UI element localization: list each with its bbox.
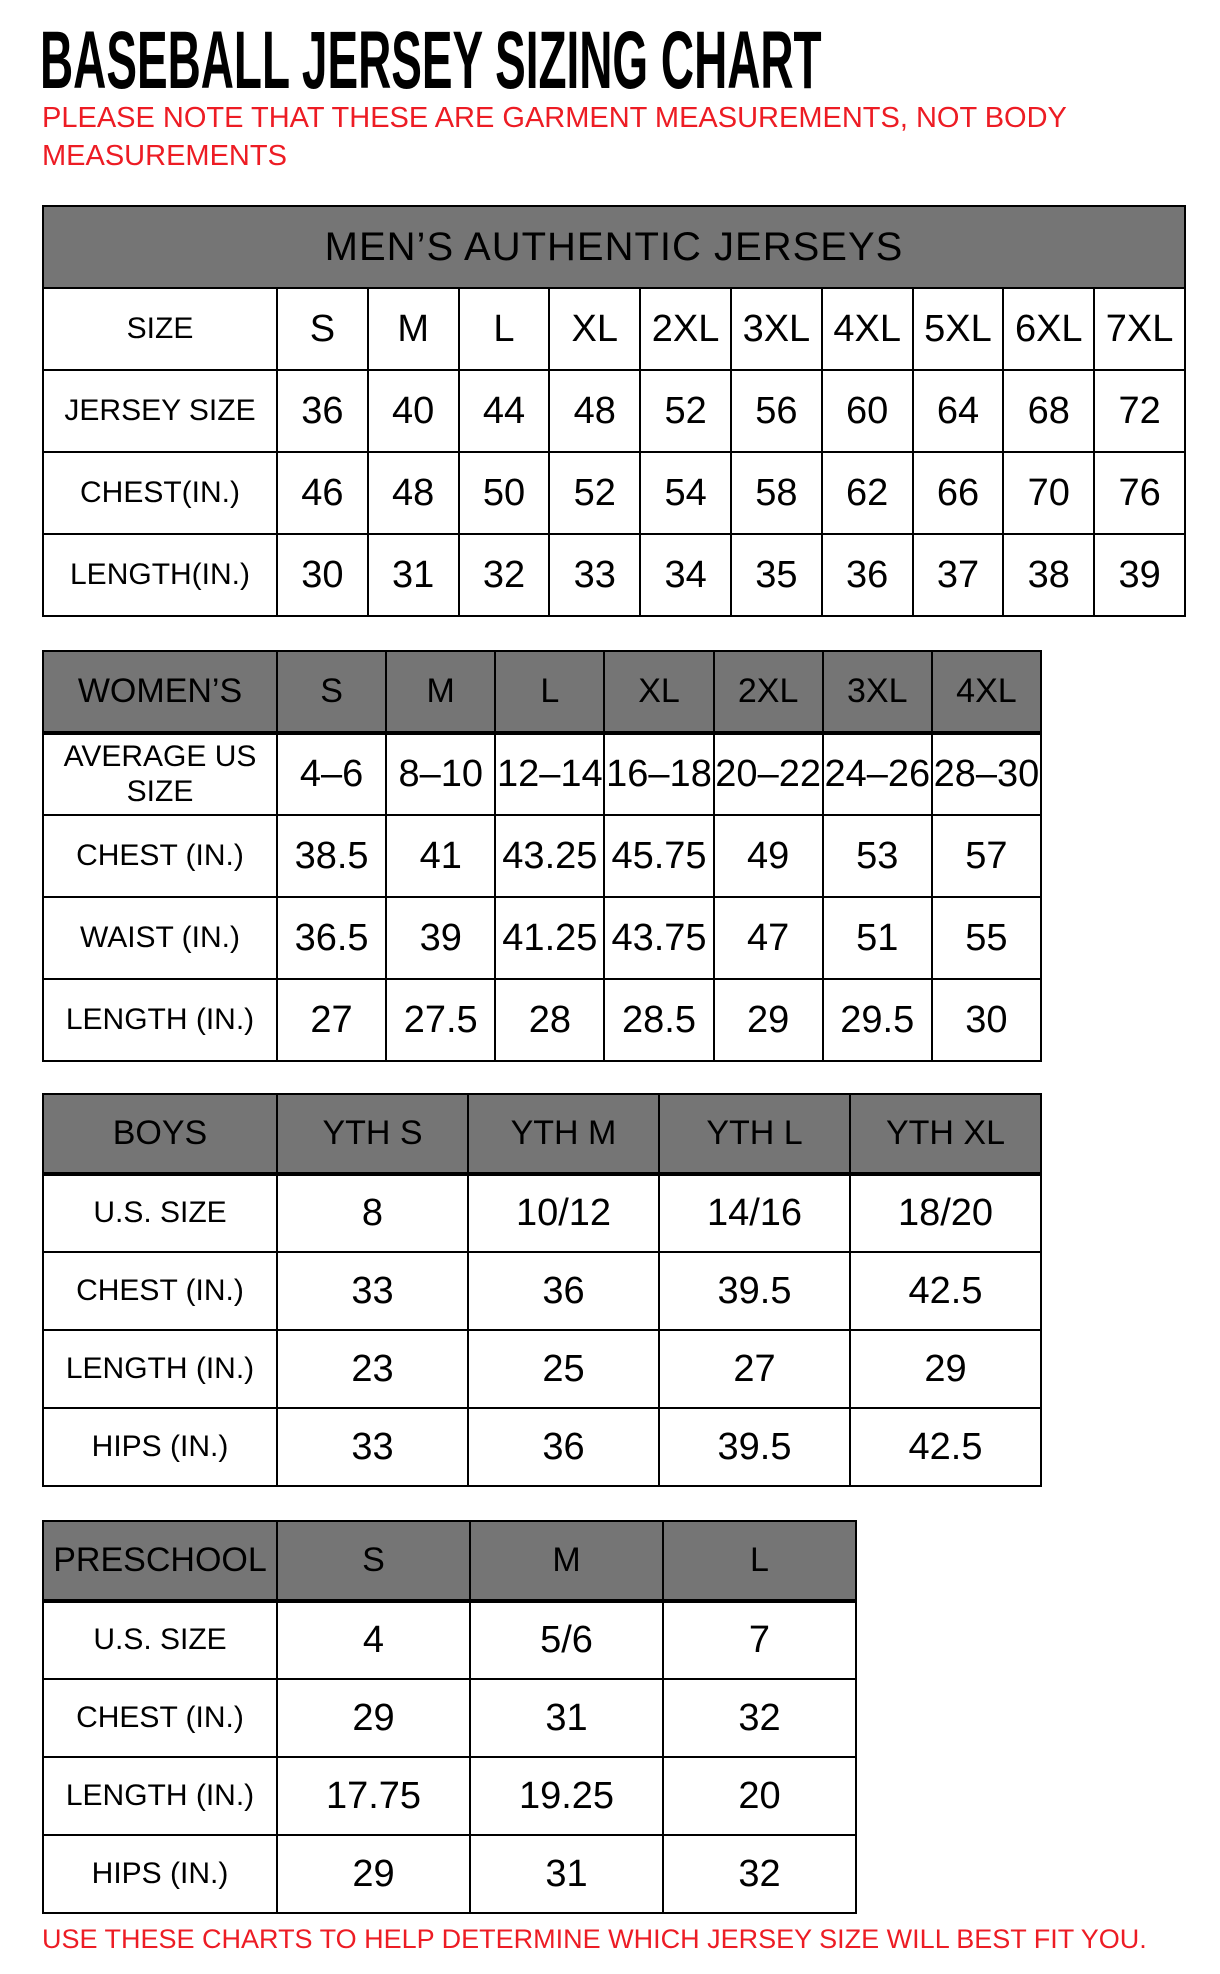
size-value: 34 (640, 534, 731, 616)
column-header: S (277, 651, 386, 733)
column-header: 2XL (714, 651, 823, 733)
size-value: 58 (731, 452, 822, 534)
mens-authentic-jerseys-table (42, 205, 1186, 617)
table-banner: MEN’S AUTHENTIC JERSEYS (43, 206, 1185, 288)
size-value: 28 (495, 979, 604, 1061)
size-value: 76 (1094, 452, 1185, 534)
size-value: 23 (277, 1330, 468, 1408)
size-value: 33 (277, 1408, 468, 1486)
size-value: 8 (277, 1174, 468, 1252)
size-value: 8–10 (386, 733, 495, 815)
row-label: LENGTH (IN.) (43, 1757, 277, 1835)
size-value: 24–26 (823, 733, 932, 815)
size-value: 29 (277, 1679, 470, 1757)
column-header: L (495, 651, 604, 733)
size-value: 7XL (1094, 288, 1185, 370)
size-value: XL (549, 288, 640, 370)
column-header: S (277, 1521, 470, 1601)
preschool-sizing-table (42, 1520, 857, 1914)
row-label: LENGTH (IN.) (43, 979, 277, 1061)
size-value: 39.5 (659, 1408, 850, 1486)
row-label: CHEST(IN.) (43, 452, 277, 534)
size-value: 33 (277, 1252, 468, 1330)
row-label: JERSEY SIZE (43, 370, 277, 452)
size-value: 20–22 (714, 733, 823, 815)
mens-table-grid (42, 205, 1186, 617)
womens-table-grid (42, 650, 1042, 1062)
size-value: S (277, 288, 368, 370)
size-value: 39.5 (659, 1252, 850, 1330)
column-header: 3XL (823, 651, 932, 733)
size-value: M (368, 288, 459, 370)
row-label: WAIST (IN.) (43, 897, 277, 979)
row-label: CHEST (IN.) (43, 1679, 277, 1757)
size-value: 28.5 (604, 979, 713, 1061)
garment-measurements-note: PLEASE NOTE THAT THESE ARE GARMENT MEASUREMENTS, NOT BODY MEASUREMENTS (42, 102, 1067, 172)
row-label: AVERAGE US SIZE (43, 733, 277, 815)
size-value: 50 (459, 452, 550, 534)
column-header: 4XL (932, 651, 1041, 733)
size-value: 70 (1003, 452, 1094, 534)
size-value: 29 (277, 1835, 470, 1913)
size-value: 28–30 (932, 733, 1041, 815)
size-value: 41.25 (495, 897, 604, 979)
row-label: CHEST (IN.) (43, 1252, 277, 1330)
boys-table-grid (42, 1093, 1042, 1487)
size-value: 5/6 (470, 1601, 663, 1679)
size-value: 72 (1094, 370, 1185, 452)
table-corner-label: BOYS (43, 1094, 277, 1174)
size-value: 38.5 (277, 815, 386, 897)
size-value: 29.5 (823, 979, 932, 1061)
column-header: YTH M (468, 1094, 659, 1174)
row-label: LENGTH(IN.) (43, 534, 277, 616)
size-value: 51 (823, 897, 932, 979)
size-value: 52 (549, 452, 640, 534)
size-value: 27.5 (386, 979, 495, 1061)
size-value: 39 (1094, 534, 1185, 616)
size-value: 27 (659, 1330, 850, 1408)
size-value: 5XL (913, 288, 1004, 370)
size-value: 36 (468, 1252, 659, 1330)
row-label: SIZE (43, 288, 277, 370)
size-value: 54 (640, 452, 731, 534)
size-value: 12–14 (495, 733, 604, 815)
column-header: M (386, 651, 495, 733)
size-value: 31 (470, 1835, 663, 1913)
size-value: 57 (932, 815, 1041, 897)
size-value: 46 (277, 452, 368, 534)
size-value: 2XL (640, 288, 731, 370)
row-label: HIPS (IN.) (43, 1408, 277, 1486)
row-label: HIPS (IN.) (43, 1835, 277, 1913)
size-value: 25 (468, 1330, 659, 1408)
size-value: 44 (459, 370, 550, 452)
column-header: XL (604, 651, 713, 733)
size-value: 10/12 (468, 1174, 659, 1252)
size-value: 16–18 (604, 733, 713, 815)
size-value: 31 (470, 1679, 663, 1757)
size-value: 6XL (1003, 288, 1094, 370)
size-value: 36.5 (277, 897, 386, 979)
size-value: L (459, 288, 550, 370)
size-value: 55 (932, 897, 1041, 979)
size-value: 7 (663, 1601, 856, 1679)
row-label: LENGTH (IN.) (43, 1330, 277, 1408)
womens-sizing-table (42, 650, 1042, 1062)
size-value: 29 (850, 1330, 1041, 1408)
size-value: 3XL (731, 288, 822, 370)
size-value: 4–6 (277, 733, 386, 815)
size-value: 53 (823, 815, 932, 897)
size-value: 42.5 (850, 1408, 1041, 1486)
table-corner-label: PRESCHOOL (43, 1521, 277, 1601)
column-header: YTH XL (850, 1094, 1041, 1174)
size-value: 64 (913, 370, 1004, 452)
size-value: 68 (1003, 370, 1094, 452)
size-value: 36 (277, 370, 368, 452)
column-header: YTH S (277, 1094, 468, 1174)
size-value: 47 (714, 897, 823, 979)
size-value: 60 (822, 370, 913, 452)
size-value: 17.75 (277, 1757, 470, 1835)
size-value: 18/20 (850, 1174, 1041, 1252)
size-value: 48 (549, 370, 640, 452)
size-value: 30 (932, 979, 1041, 1061)
size-value: 33 (549, 534, 640, 616)
page-title: BASEBALL JERSEY SIZING CHART (40, 15, 822, 106)
size-value: 45.75 (604, 815, 713, 897)
size-value: 4XL (822, 288, 913, 370)
size-value: 38 (1003, 534, 1094, 616)
size-value: 43.75 (604, 897, 713, 979)
size-value: 4 (277, 1601, 470, 1679)
size-value: 14/16 (659, 1174, 850, 1252)
size-value: 29 (714, 979, 823, 1061)
column-header: M (470, 1521, 663, 1601)
size-value: 40 (368, 370, 459, 452)
boys-sizing-table (42, 1093, 1042, 1487)
size-value: 31 (368, 534, 459, 616)
size-value: 19.25 (470, 1757, 663, 1835)
column-header: L (663, 1521, 856, 1601)
size-value: 35 (731, 534, 822, 616)
size-value: 43.25 (495, 815, 604, 897)
preschool-table-grid (42, 1520, 857, 1914)
footer-note: USE THESE CHARTS TO HELP DETERMINE WHICH JERSEY SIZE WILL BEST FIT YOU. (42, 1924, 1147, 1954)
size-value: 36 (822, 534, 913, 616)
size-value: 37 (913, 534, 1004, 616)
table-corner-label: WOMEN’S (43, 651, 277, 733)
size-value: 52 (640, 370, 731, 452)
column-header: YTH L (659, 1094, 850, 1174)
size-value: 32 (663, 1835, 856, 1913)
row-label: CHEST (IN.) (43, 815, 277, 897)
size-value: 56 (731, 370, 822, 452)
size-value: 32 (663, 1679, 856, 1757)
size-value: 27 (277, 979, 386, 1061)
size-value: 42.5 (850, 1252, 1041, 1330)
size-value: 41 (386, 815, 495, 897)
size-value: 20 (663, 1757, 856, 1835)
size-value: 39 (386, 897, 495, 979)
row-label: U.S. SIZE (43, 1601, 277, 1679)
size-value: 30 (277, 534, 368, 616)
size-value: 36 (468, 1408, 659, 1486)
size-value: 49 (714, 815, 823, 897)
row-label: U.S. SIZE (43, 1174, 277, 1252)
size-value: 32 (459, 534, 550, 616)
size-value: 48 (368, 452, 459, 534)
size-value: 66 (913, 452, 1004, 534)
size-value: 62 (822, 452, 913, 534)
